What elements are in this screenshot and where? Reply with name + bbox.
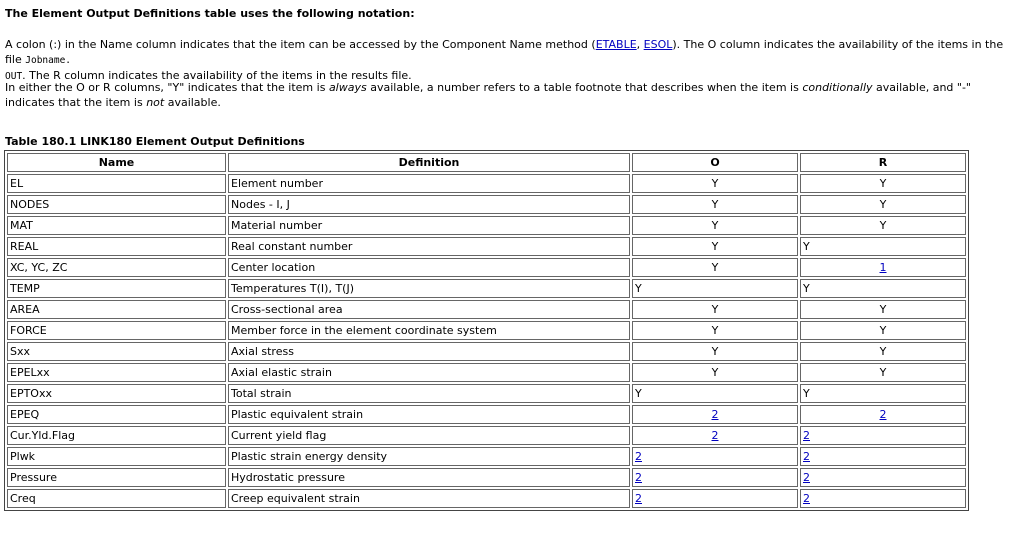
header-definition: Definition	[228, 153, 630, 172]
cell-r: Y	[800, 237, 966, 256]
esol-link[interactable]: ESOL	[643, 38, 673, 51]
notation-paragraph-colon	[5, 37, 1017, 84]
table-header-row	[7, 153, 966, 172]
cell-definition: Creep equivalent strain	[228, 489, 630, 508]
para2-emphasis-always: always	[328, 81, 367, 94]
cell-o: Y	[632, 279, 798, 298]
header-name: Name	[7, 153, 226, 172]
cell-name: EPELxx	[7, 363, 226, 382]
para1-text-3: ). The O column indicates the availability of the items in the file	[5, 38, 1004, 66]
cell-o	[632, 405, 798, 424]
cell-o: Y	[632, 321, 798, 340]
table-row	[7, 174, 966, 193]
cell-r: Y	[800, 174, 966, 193]
cell-o	[632, 426, 798, 445]
cell-r: Y	[800, 300, 966, 319]
table-row	[7, 216, 966, 235]
table-row	[7, 405, 966, 424]
para2-text-3: available, and "-" indicates that the item is	[5, 81, 971, 109]
table-row	[7, 342, 966, 361]
cell-r: Y	[800, 321, 966, 340]
para2-emphasis-not: not	[146, 96, 165, 109]
cell-definition: Material number	[228, 216, 630, 235]
out-code: OUT	[5, 71, 23, 82]
footnote-link[interactable]: 2	[879, 408, 887, 421]
cell-name: MAT	[7, 216, 226, 235]
cell-definition: Member force in the element coordinate system	[228, 321, 630, 340]
cell-name: TEMP	[7, 279, 226, 298]
cell-definition: Nodes - I, J	[228, 195, 630, 214]
cell-name: AREA	[7, 300, 226, 319]
cell-o: Y	[632, 258, 798, 277]
footnote-link[interactable]: 2	[635, 471, 642, 484]
cell-name: Plwk	[7, 447, 226, 466]
footnote-link[interactable]: 2	[803, 429, 810, 442]
table-row	[7, 489, 966, 508]
table-row	[7, 384, 966, 403]
notation-paragraph-availability	[5, 80, 1019, 110]
table-row	[7, 363, 966, 382]
table-row	[7, 321, 966, 340]
para2-text-4: available.	[164, 96, 221, 109]
footnote-link[interactable]: 2	[803, 450, 810, 463]
cell-definition: Current yield flag	[228, 426, 630, 445]
output-definitions-table-wrap	[4, 150, 969, 511]
table-row	[7, 279, 966, 298]
para2-text-2: available, a number refers to a table footnote that describes when the item is	[366, 81, 803, 94]
cell-name: EPTOxx	[7, 384, 226, 403]
cell-name: EL	[7, 174, 226, 193]
cell-name: NODES	[7, 195, 226, 214]
header-r: R	[800, 153, 966, 172]
cell-name: Creq	[7, 489, 226, 508]
para1-text-4: . The R column indicates the availability of the items in the results file.	[22, 69, 412, 82]
table-row	[7, 258, 966, 277]
cell-definition: Plastic equivalent strain	[228, 405, 630, 424]
cell-o: Y	[632, 216, 798, 235]
cell-definition: Element number	[228, 174, 630, 193]
footnote-link[interactable]: 2	[711, 429, 719, 442]
cell-definition: Axial stress	[228, 342, 630, 361]
cell-definition: Real constant number	[228, 237, 630, 256]
table-row	[7, 447, 966, 466]
cell-r	[800, 405, 966, 424]
cell-r	[800, 447, 966, 466]
footnote-link[interactable]: 1	[879, 261, 887, 274]
cell-definition: Temperatures T(I), T(J)	[228, 279, 630, 298]
cell-name: Cur.Yld.Flag	[7, 426, 226, 445]
table-row	[7, 300, 966, 319]
cell-name: FORCE	[7, 321, 226, 340]
cell-name: REAL	[7, 237, 226, 256]
cell-o	[632, 447, 798, 466]
cell-o: Y	[632, 384, 798, 403]
para2-emphasis-conditionally: conditionally	[802, 81, 873, 94]
notation-heading: The Element Output Definitions table uses the following notation:	[5, 7, 415, 20]
footnote-link[interactable]: 2	[635, 492, 642, 505]
para1-text-2: ,	[636, 38, 644, 51]
cell-name: Pressure	[7, 468, 226, 487]
cell-o	[632, 489, 798, 508]
cell-o: Y	[632, 195, 798, 214]
cell-name: Sxx	[7, 342, 226, 361]
cell-r: Y	[800, 195, 966, 214]
cell-name: EPEQ	[7, 405, 226, 424]
cell-r	[800, 489, 966, 508]
jobname-code: Jobname.	[25, 55, 72, 66]
header-o: O	[632, 153, 798, 172]
cell-r: Y	[800, 216, 966, 235]
para2-text-1: In either the O or R columns, "Y" indicates that the item is	[5, 81, 329, 94]
table-row	[7, 195, 966, 214]
footnote-link[interactable]: 2	[711, 408, 719, 421]
cell-r	[800, 258, 966, 277]
footnote-link[interactable]: 2	[803, 471, 810, 484]
cell-r	[800, 426, 966, 445]
cell-definition: Center location	[228, 258, 630, 277]
etable-link[interactable]: ETABLE	[595, 38, 637, 51]
cell-r: Y	[800, 363, 966, 382]
cell-o: Y	[632, 363, 798, 382]
table-caption: Table 180.1 LINK180 Element Output Definitions	[5, 135, 305, 148]
cell-name: XC, YC, ZC	[7, 258, 226, 277]
cell-definition: Plastic strain energy density	[228, 447, 630, 466]
table-row	[7, 426, 966, 445]
footnote-link[interactable]: 2	[635, 450, 642, 463]
table-row	[7, 468, 966, 487]
cell-o: Y	[632, 342, 798, 361]
output-definitions-table	[4, 150, 969, 511]
cell-o	[632, 468, 798, 487]
table-row	[7, 237, 966, 256]
cell-definition: Total strain	[228, 384, 630, 403]
para1-text-1: A colon (:) in the Name column indicates that the item can be accessed by the Component Name method (	[5, 38, 596, 51]
cell-o: Y	[632, 300, 798, 319]
table-body	[7, 174, 966, 508]
cell-o: Y	[632, 174, 798, 193]
cell-o: Y	[632, 237, 798, 256]
cell-r: Y	[800, 342, 966, 361]
cell-r: Y	[800, 384, 966, 403]
cell-definition: Hydrostatic pressure	[228, 468, 630, 487]
cell-definition: Cross-sectional area	[228, 300, 630, 319]
cell-definition: Axial elastic strain	[228, 363, 630, 382]
cell-r: Y	[800, 279, 966, 298]
cell-r	[800, 468, 966, 487]
footnote-link[interactable]: 2	[803, 492, 810, 505]
